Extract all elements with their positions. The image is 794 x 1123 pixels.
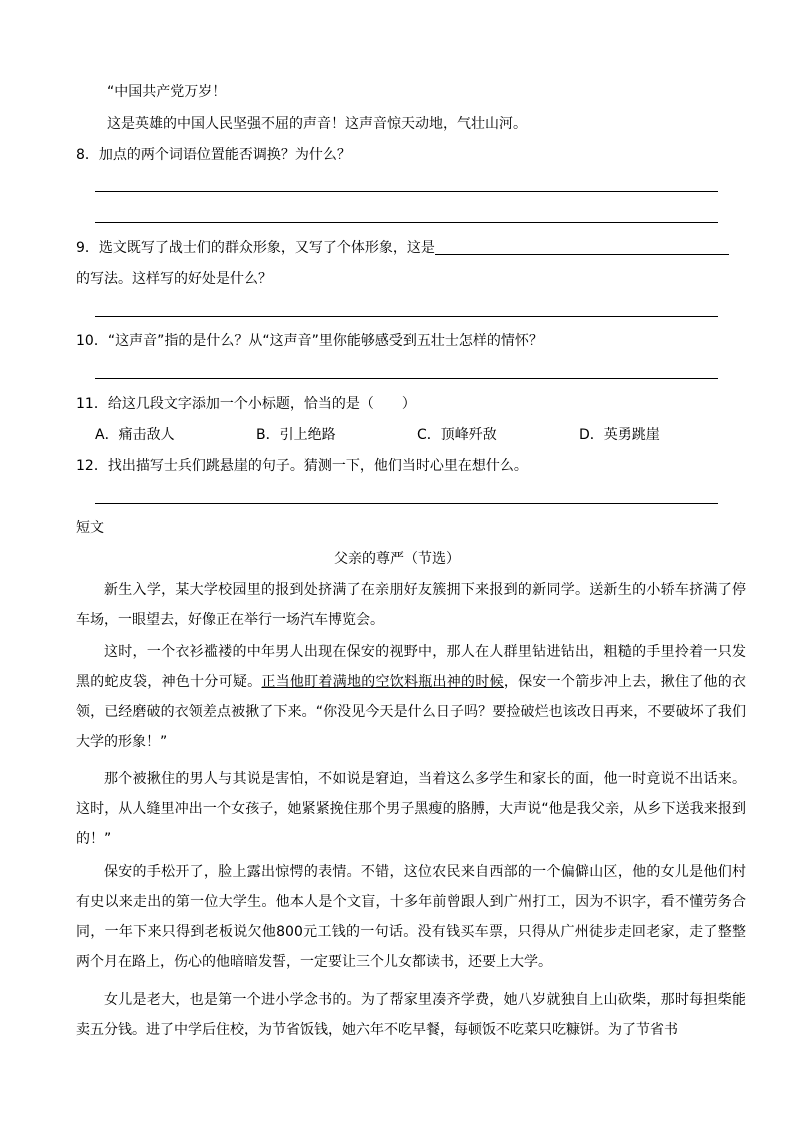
story-paragraph-3: 那个被揪住的男人与其说是害怕，不如说是窘迫，当着这么多学生和家长的面，他一时竟说不出话来。这时，从人缝里冲出一个女孩子，她紧紧挽住那个男子黑瘦的胳膊，大声说“他是我父亲，从乡下送我来报到的！” [76,771,746,847]
story-p2-text-cont: ，保安一个箭步冲上去，揪住了他的衣领，已经磨破的衣领差点被揪了下来。“你没见今天是什么日子吗？要捡破烂也该改日再来，不要破坏了我们大学的形象！” [76,674,747,750]
story-paragraph-5: 女儿是老大，也是第一个进小学念书的。为了帮家里凑齐学费，她八岁就独自上山砍柴，那时每担柴能卖五分钱。进了中学后住校，为节省饭钱，她六年不吃早餐，每顿饭不吃菜只吃糠饼。为了节省书 [76,992,746,1038]
answer-line [95,191,718,192]
question-11: 11．给这几段文字添加一个小标题，恰当的是（ ） [76,396,416,412]
answer-line [95,316,718,317]
option-c: C．顶峰歼敌 [417,427,497,443]
option-a: A．痛击敌人 [95,427,175,443]
story-title: 父亲的尊严（节选） [334,551,460,567]
quote-shout: “中国共产党万岁！ [107,84,227,100]
answer-line [95,503,718,504]
section-label: 短文 [76,520,104,536]
story-p2-text: 这时，一个衣衫褴褛的中年男人出现在保安的视野中，那人在人群里钻进钻出，粗糙的手里拎着一只发黑的蛇皮袋，神色十分可疑。 [76,644,746,690]
option-d: D．英勇跳崖 [579,427,660,443]
question-12: 12．找出描写士兵们跳悬崖的句子。猜测一下，他们当时心里在想什么。 [76,458,528,474]
quote-hero: 这是英雄的中国人民坚强不屈的声音！这声音惊天动地，气壮山河。 [107,116,527,132]
fill-blank [435,240,729,255]
question-9 [76,238,729,258]
question-8: 8．加点的两个词语位置能否调换？为什么？ [76,147,351,163]
underlined-sentence: 正当他盯着满地的空饮料瓶出神的时候 [261,674,504,690]
answer-line [95,378,718,379]
story-paragraph-4: 保安的手松开了，脸上露出惊愕的表情。不错，这位农民来自西部的一个偏僻山区，他的女儿是他们村有史以来走出的第一位大学生。他本人是个文盲，十多年前曾跟人到广州打工，因为不识字，看不懂劳务合同，一年下来只得到老板说欠他800元工钱的一句话。没有钱买车票，只得从广州徒步走回老家，走了整整两个月在路上，伤心的他暗暗发誓，一定要让三个儿女都读书，还要上大学。 [76,864,746,970]
option-b: B．引上绝路 [256,427,336,443]
question-9-continued: 的写法。这样写的好处是什么？ [76,271,272,287]
story-paragraph-2 [76,637,746,757]
question-10: 10．“这声音”指的是什么？从“这声音”里你能够感受到五壮士怎样的情怀？ [76,333,543,349]
answer-line [95,222,718,223]
question-9-text: 9．选文既写了战士们的群众形象，又写了个体形象，这是 [76,240,435,256]
story-paragraph-1: 新生入学，某大学校园里的报到处挤满了在亲朋好友簇拥下来报到的新同学。送新生的小轿车挤满了停车场，一眼望去，好像正在举行一场汽车博览会。 [76,582,746,628]
